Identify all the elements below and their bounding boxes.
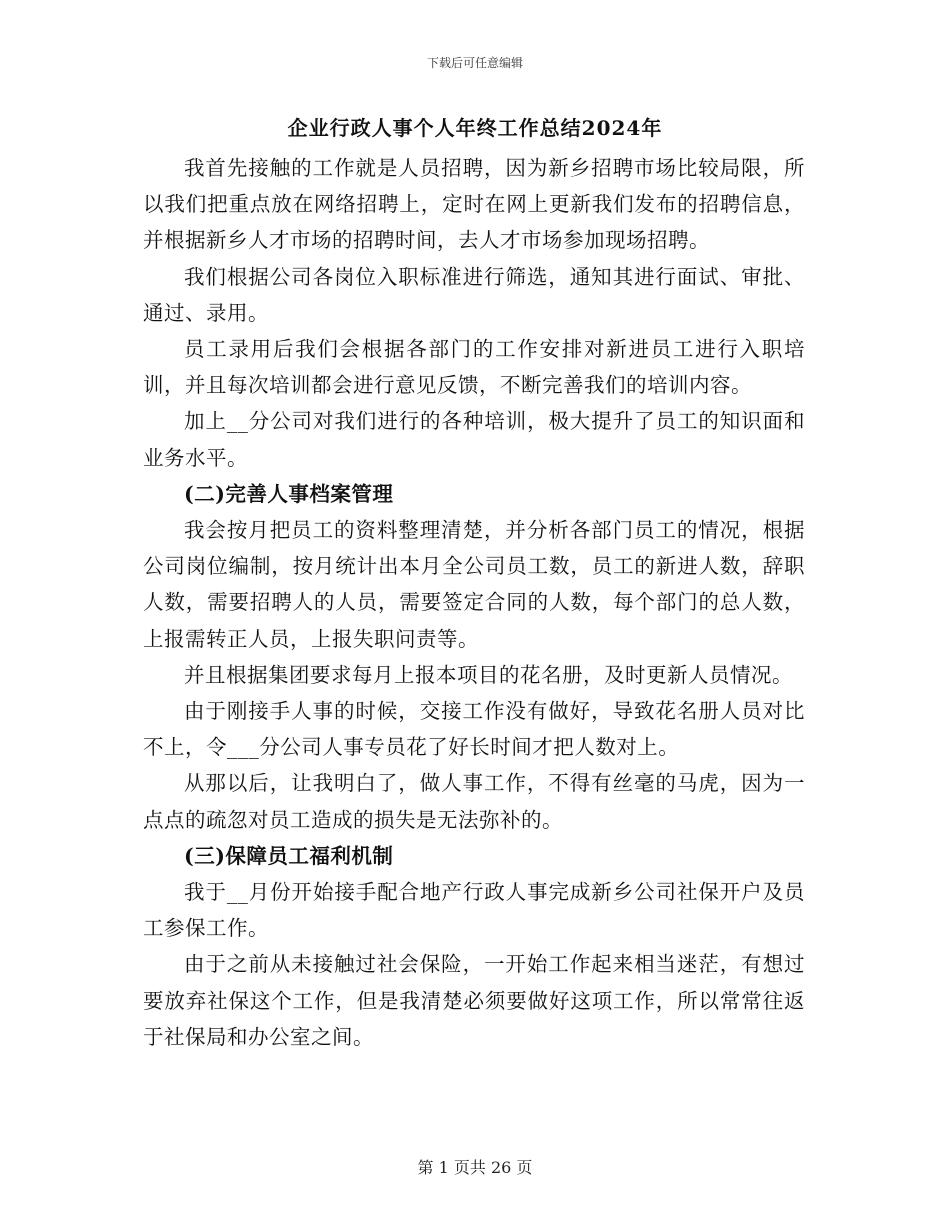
paragraph: 员工录用后我们会根据各部门的工作安排对新进员工进行入职培训，并且每次培训都会进行意见反馈，不断完善我们的培训内容。	[143, 337, 805, 398]
section-heading: (二)完善人事档案管理	[184, 481, 394, 506]
document-title: 企业行政人事个人年终工作总结2024年	[287, 116, 663, 140]
paragraph: 加上__分公司对我们进行的各种培训，极大提升了员工的知识面和业务水平。	[143, 409, 805, 470]
document-body	[143, 150, 805, 1055]
paragraph: 从那以后，让我明白了，做人事工作，不得有丝毫的马虎，因为一点点的疏忽对员工造成的损失是无法弥补的。	[143, 771, 805, 832]
paragraph: 由于之前从未接触过社会保险，一开始工作起来相当迷茫，有想过要放弃社保这个工作，但是我清楚必须要做好这项工作，所以常常往返于社保局和办公室之间。	[143, 952, 805, 1049]
page-number: 第 1 页共 26 页	[417, 1158, 533, 1177]
paragraph: 我于__月份开始接手配合地产行政人事完成新乡公司社保开户及员工参保工作。	[143, 880, 805, 941]
paragraph: 我首先接触的工作就是人员招聘，因为新乡招聘市场比较局限，所以我们把重点放在网络招聘上，定时在网上更新我们发布的招聘信息，并根据新乡人才市场的招聘时间，去人才市场参加现场招聘。	[143, 156, 805, 253]
paragraph: 由于刚接手人事的时候，交接工作没有做好，导致花名册人员对比不上，令___分公司人事专员花了好长时间才把人数对上。	[143, 699, 805, 760]
paragraph: 我们根据公司各岗位入职标准进行筛选，通知其进行面试、审批、通过、录用。	[143, 264, 805, 325]
header-note: 下载后可任意编辑	[426, 56, 523, 70]
section-heading: (三)保障员工福利机制	[184, 843, 394, 868]
paragraph: 并且根据集团要求每月上报本项目的花名册，及时更新人员情况。	[184, 662, 793, 687]
paragraph: 我会按月把员工的资料整理清楚，并分析各部门员工的情况，根据公司岗位编制，按月统计出本月全公司员工数，员工的新进人数，辞职人数，需要招聘人的人员，需要签定合同的人数，每个部门的总人数，上报需转正人员，上报失职问责等。	[143, 518, 805, 651]
